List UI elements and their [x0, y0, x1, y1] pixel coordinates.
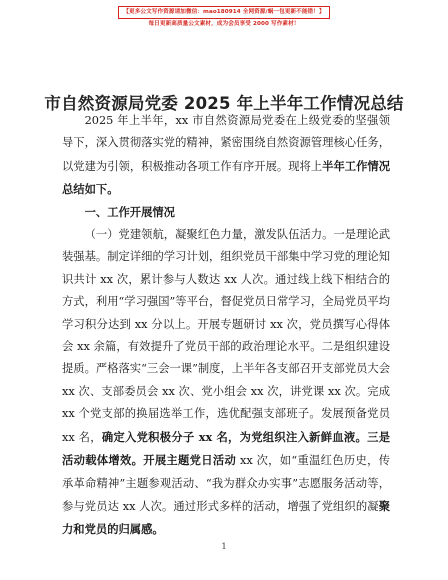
document-title: 市自然资源局党委 2025 年上半年工作情况总结: [44, 94, 404, 113]
promo-banner: [0, 6, 448, 30]
intro-paragraph: [62, 110, 390, 202]
intro-text: 2025 年上半年，xx 市自然资源局党委在上级党委的坚强领导下，深入贯彻落实党的精神，紧密围绕自然资源管理核心任务，以党建为引领，积极推动各项工作有序开展。现将上: [62, 114, 390, 173]
promo-banner-line2: 每日更新高质量公文素材，成为会员享受 2000 写作素材！: [148, 21, 300, 27]
body-paragraph: [62, 224, 390, 542]
page-number: 1: [221, 542, 227, 551]
document-body: [62, 110, 390, 542]
paragraph-text-bold: 确定入党积极分子 xx 名，为党组织注入新鲜血液。三是活动载体增效。开展主题党日活动: [62, 429, 390, 468]
paragraph-text-bold-end: 聚力和党员的归属感。: [62, 498, 390, 537]
paragraph-text: （一）党建领航，凝聚红色力量，激发队伍活力。一是理论武装强基。制定详细的学习计划，组织党员干部集中学习党的理论知识共计 xx 次，累计参与人数达 xx 人次。通过线上线下相结合的方式，利用“学习强国”等平台，督促党员日常学习，全局党员平均学习积分达到 xx 分以上。开展专题研讨 xx 次，党员撰写心得体会 xx 余篇，有效提升了党员干部的政治理论水平。二是组织建设提质。严格落实“三会一课”制度，上半年各支部召开支部党员大会 xx 次、支部委员会 xx 次、党小组会 xx 次，讲党课 xx 次。完成 xx 个党支部的换届选举工作，选优配强支部班子。发展预备党员 xx 名，: [62, 228, 390, 444]
paragraph-text-cont: xx 次，如“重温红色历史，传承革命精神”主题参观活动、“我为群众办实事”志愿服务活动等，参与党员达 xx 人次。通过形式多样的活动，增强了党组织的凝: [62, 454, 390, 513]
intro-text-bold: 半年工作情况总结如下。: [62, 158, 390, 197]
section-heading: 一、工作开展情况: [84, 205, 175, 219]
promo-banner-line1: 【更多公文写作资源请加微信：mao180914 全网资源/蜗一包更新不能错！】: [118, 6, 329, 19]
